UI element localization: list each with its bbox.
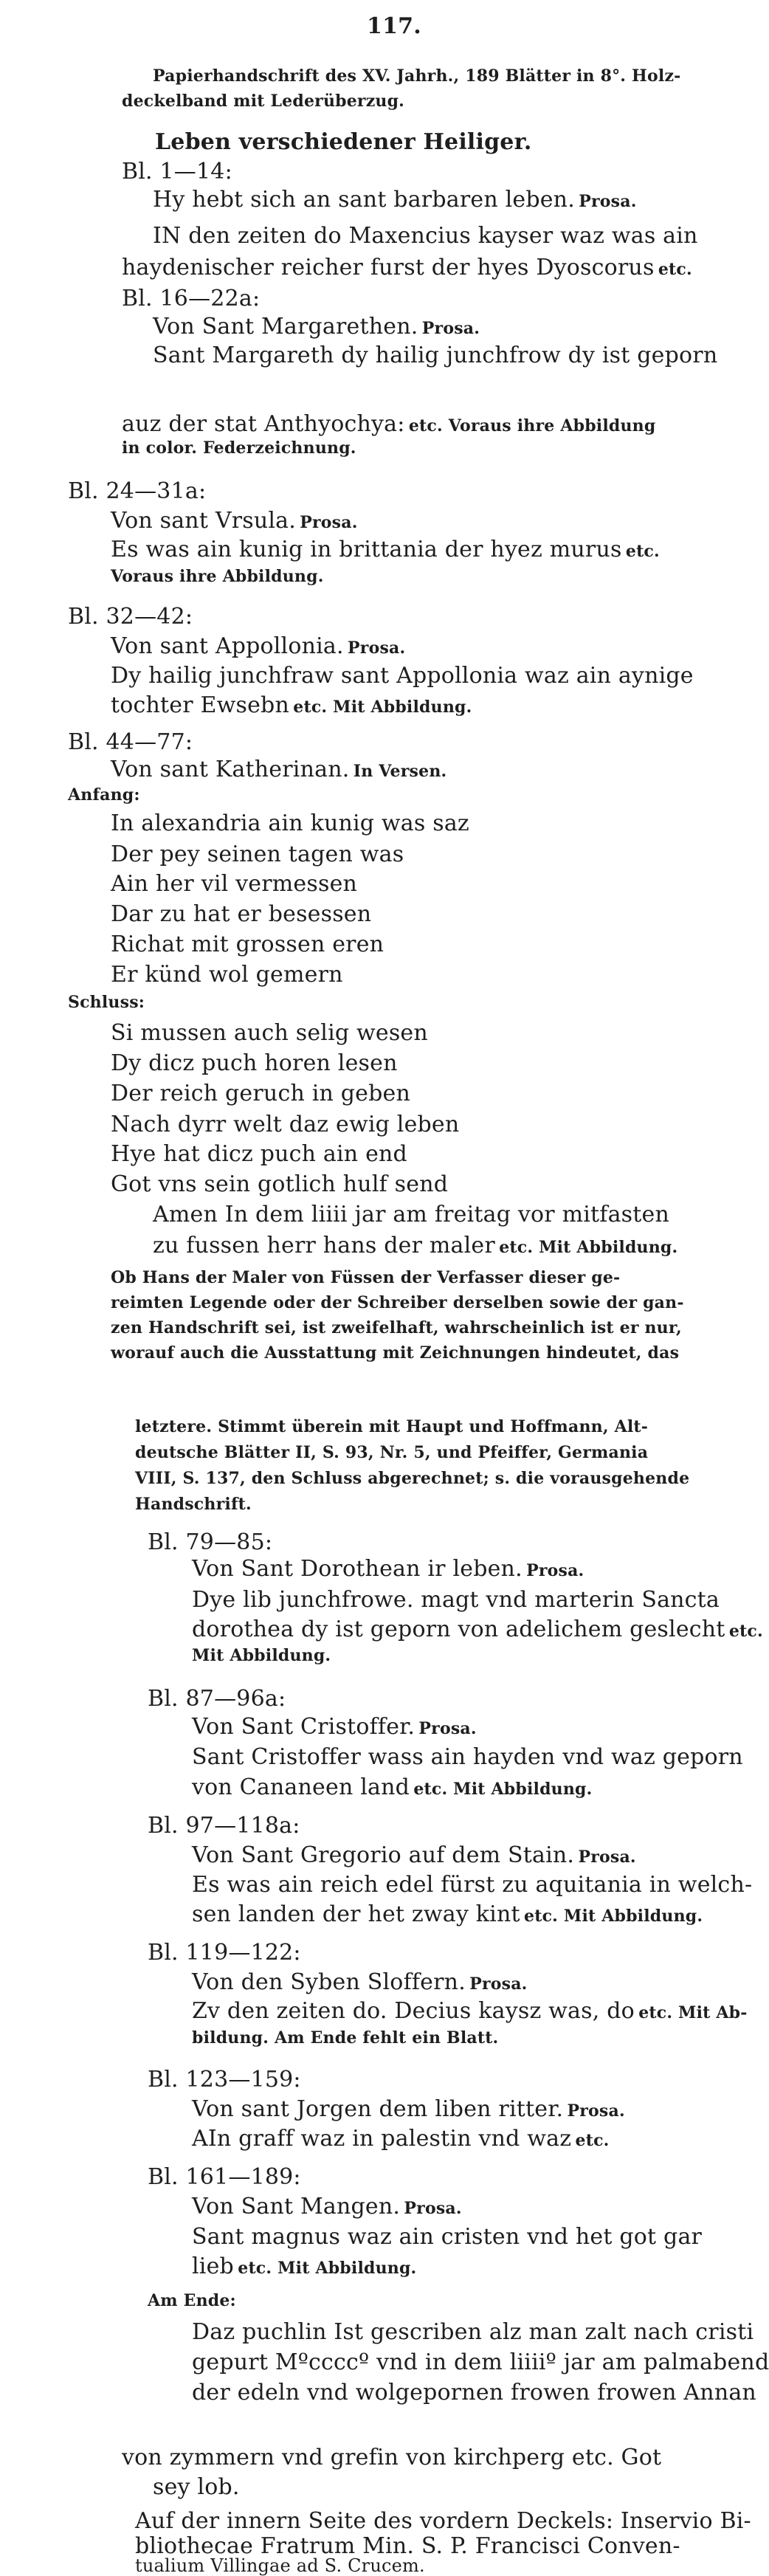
sec5-title <box>111 757 446 782</box>
sec3-text-main: Es was ain kunig in brittania der hyez murus <box>111 537 622 562</box>
sec1-ref: Bl. 1—14: <box>122 159 232 185</box>
commentary-line-1: Ob Hans der Maler von Füssen der Verfasser dieser ge- <box>111 1268 621 1287</box>
sec4-text-2-main: tochter Ewsebn <box>111 692 289 718</box>
sec8-text-2-note: etc. Mit Abbildung. <box>524 1907 703 1926</box>
sec6-note: Mit Abbildung. <box>192 1646 331 1665</box>
sec1-text-2-main: haydenischer reicher furst der hyes Dyoscorus <box>122 255 655 280</box>
sec7-ref: Bl. 87—96a: <box>148 1686 286 1712</box>
sec6-title <box>192 1556 584 1582</box>
amen-line-2 <box>153 1233 677 1258</box>
anfang-line-5: Richat mit grossen eren <box>111 931 384 957</box>
commentary-line-3: zen Handschrift sei, ist zweifelhaft, wahrscheinlich ist er nur, <box>111 1318 682 1337</box>
sec3-title-note: Prosa. <box>300 513 358 532</box>
sec1-text-1: IN den zeiten do Maxencius kayser waz was ain <box>153 223 698 249</box>
sec10-text-note: etc. <box>575 2131 610 2150</box>
sec11-text-2 <box>192 2253 416 2279</box>
sec3-text-note: etc. <box>625 542 660 561</box>
intro-line-2: deckelband mit Lederüberzug. <box>122 92 405 111</box>
closing-line-1: Auf der innern Seite des vordern Deckels: Inservio Bi- <box>135 2508 751 2534</box>
sec8-title <box>192 1842 636 1868</box>
sec11-ref: Bl. 161—189: <box>148 2164 301 2190</box>
amen-line-2-note: etc. Mit Abbildung. <box>499 1238 678 1257</box>
am-ende-line-3: der edeln vnd wolgepornen frowen frowen Annan <box>192 2380 756 2405</box>
schluss-line-4: Nach dyrr welt daz ewig leben <box>111 1112 460 1137</box>
sec7-title <box>192 1714 477 1740</box>
sec11-title-main: Von Sant Mangen. <box>192 2194 401 2219</box>
commentary-line-2: reimten Legende oder der Schreiber derselben sowie der gan- <box>111 1293 684 1312</box>
schluss-line-2: Dy dicz puch horen lesen <box>111 1050 398 1076</box>
sec11-text-1: Sant magnus waz ain cristen vnd het got gar <box>192 2224 703 2250</box>
sec6-text-2 <box>192 1616 763 1642</box>
sec2-text-2-note: etc. Voraus ihre Abbildung <box>408 416 656 435</box>
commentary-line-4: worauf auch die Ausstattung mit Zeichnungen hindeutet, das <box>111 1343 680 1363</box>
sec11-title <box>192 2194 462 2219</box>
sec2-title-note: Prosa. <box>421 319 480 338</box>
sec3-ref: Bl. 24—31a: <box>68 478 207 504</box>
schluss-label: Schluss: <box>68 993 145 1012</box>
anfang-line-3: Ain her vil vermessen <box>111 871 358 897</box>
sec6-text-2-main: dorothea dy ist geporn von adelichem geslecht <box>192 1616 725 1642</box>
sec9-text-2: bildung. Am Ende fehlt ein Blatt. <box>192 2028 499 2048</box>
sec5-title-main: Von sant Katherinan. <box>111 757 350 782</box>
sec2-title <box>153 314 480 340</box>
sec9-text-1 <box>192 1998 748 2024</box>
section-heading: Leben verschiedener Heiliger. <box>155 129 532 155</box>
schluss-line-1: Si mussen auch selig wesen <box>111 1020 428 1046</box>
sec2-note: in color. Federzeichnung. <box>122 438 356 458</box>
sec1-title-note: Prosa. <box>579 192 637 211</box>
sec6-text-2-note: etc. <box>728 1622 763 1641</box>
sec2-title-main: Von Sant Margarethen. <box>153 314 418 340</box>
sec7-text-1: Sant Cristoffer wass ain hayden vnd waz geporn <box>192 1744 743 1770</box>
closing-line-2: bliothecae Fratrum Min. S. P. Francisci Conven- <box>135 2533 680 2559</box>
sec7-title-main: Von Sant Cristoffer. <box>192 1714 415 1740</box>
sec1-text-2 <box>122 255 692 280</box>
sec9-ref: Bl. 119—122: <box>148 1940 301 1966</box>
sec10-title <box>192 2096 625 2122</box>
closing-line-3: tualium Villingae ad S. Crucem. <box>135 2555 425 2576</box>
sec6-text-1: Dye lib junchfrowe. magt vnd marterin Sancta <box>192 1587 720 1613</box>
commentary-line-7: VIII, S. 137, den Schluss abgerechnet; s. die vorausgehende <box>135 1469 690 1488</box>
sec4-title-main: Von sant Appollonia. <box>111 633 344 659</box>
sec4-text-2 <box>111 692 472 718</box>
am-ende-line-2: gepurt Mºccccº vnd in dem liiiiº jar am palmabend <box>192 2349 769 2375</box>
page-number: 117. <box>367 13 421 39</box>
sec7-text-2-main: von Cananeen land <box>192 1774 410 1800</box>
schluss-line-3: Der reich geruch in geben <box>111 1081 411 1106</box>
sec10-ref: Bl. 123—159: <box>148 2067 301 2093</box>
sec8-text-2-main: sen landen der het zway kint <box>192 1901 520 1927</box>
sec10-title-main: Von sant Jorgen dem liben ritter. <box>192 2096 564 2122</box>
sec4-title <box>111 633 405 659</box>
sec6-ref: Bl. 79—85: <box>148 1529 273 1555</box>
amen-line-2-main: zu fussen herr hans der maler <box>153 1233 495 1258</box>
commentary-line-6: deutsche Blätter II, S. 93, Nr. 5, und Pfeiffer, Germania <box>135 1443 649 1462</box>
sec8-text-1: Es was ain reich edel fürst zu aquitania in welch- <box>192 1872 753 1898</box>
sec6-title-note: Prosa. <box>526 1561 584 1580</box>
sec3-note: Voraus ihre Abbildung. <box>111 567 324 586</box>
anfang-line-6: Er künd wol gemern <box>111 962 343 988</box>
intro-line-1: Papierhandschrift des XV. Jahrh., 189 Blätter in 8°. Holz- <box>153 66 681 86</box>
sec2-ref: Bl. 16—22a: <box>122 286 261 311</box>
amen-line-1: Amen In dem liiii jar am freitag vor mitfasten <box>153 1202 669 1227</box>
sec4-ref: Bl. 32—42: <box>68 604 193 630</box>
sec9-text-1-note: etc. Mit Ab- <box>638 2003 748 2022</box>
sec4-text-1: Dy hailig junchfraw sant Appollonia waz ain aynige <box>111 663 694 689</box>
anfang-line-2: Der pey seinen tagen was <box>111 841 404 867</box>
am-ende-label: Am Ende: <box>148 2291 236 2310</box>
sec10-text-main: AIn graff waz in palestin vnd waz <box>192 2126 572 2152</box>
sec8-title-note: Prosa. <box>578 1847 636 1867</box>
am-ende-line-4: von zymmern vnd grefin von kirchperg etc. Got <box>122 2445 662 2470</box>
anfang-label: Anfang: <box>68 785 140 805</box>
sec3-title <box>111 508 358 534</box>
sec7-text-2 <box>192 1774 592 1800</box>
schluss-line-6: Got vns sein gotlich hulf send <box>111 1171 449 1197</box>
sec9-title-main: Von den Syben Sloffern. <box>192 1969 466 1995</box>
sec5-title-note: In Versen. <box>353 762 447 781</box>
sec1-title-main: Hy hebt sich an sant barbaren leben. <box>153 187 575 213</box>
sec9-title <box>192 1969 528 1995</box>
sec3-text <box>111 537 660 562</box>
sec7-title-note: Prosa. <box>418 1719 477 1738</box>
sec11-title-note: Prosa. <box>404 2199 462 2218</box>
sec3-title-main: Von sant Vrsula. <box>111 508 296 534</box>
commentary-line-8: Handschrift. <box>135 1495 252 1514</box>
sec4-text-2-note: etc. Mit Abbildung. <box>293 698 472 717</box>
sec9-text-1-main: Zv den zeiten do. Decius kaysz was, do <box>192 1998 635 2024</box>
sec11-text-2-main: lieb <box>192 2253 234 2279</box>
sec7-text-2-note: etc. Mit Abbildung. <box>413 1780 593 1799</box>
am-ende-line-5: sey lob. <box>153 2474 240 2500</box>
sec1-title <box>153 187 637 213</box>
anfang-line-4: Dar zu hat er besessen <box>111 901 372 927</box>
sec10-title-note: Prosa. <box>567 2101 625 2121</box>
anfang-line-1: In alexandria ain kunig was saz <box>111 810 469 836</box>
sec4-title-note: Prosa. <box>348 638 406 658</box>
schluss-line-5: Hye hat dicz puch ain end <box>111 1141 407 1167</box>
sec2-text-1: Sant Margareth dy hailig junchfrow dy ist geporn <box>153 342 718 368</box>
sec9-title-note: Prosa. <box>469 1974 528 1994</box>
sec1-text-2-note: etc. <box>658 260 692 279</box>
am-ende-line-1: Daz puchlin Ist gescriben alz man zalt nach cristi <box>192 2319 754 2345</box>
sec6-title-main: Von Sant Dorothean ir leben. <box>192 1556 523 1582</box>
sec11-text-2-note: etc. Mit Abbildung. <box>238 2259 417 2278</box>
sec2-text-2-main: auz der stat Anthyochya: <box>122 411 405 437</box>
sec10-text <box>192 2126 610 2152</box>
sec8-ref: Bl. 97—118a: <box>148 1813 300 1839</box>
commentary-line-5: letztere. Stimmt überein mit Haupt und Hoffmann, Alt- <box>135 1417 649 1436</box>
sec2-text-2 <box>122 411 655 437</box>
sec8-title-main: Von Sant Gregorio auf dem Stain. <box>192 1842 575 1868</box>
sec8-text-2 <box>192 1901 703 1927</box>
sec5-ref: Bl. 44—77: <box>68 729 193 755</box>
